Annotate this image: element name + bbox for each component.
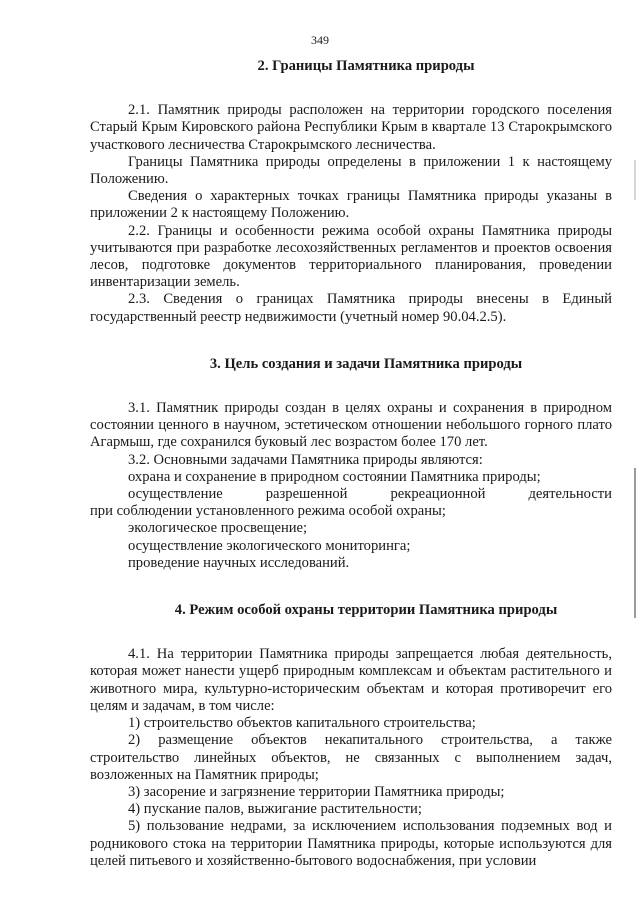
scan-edge-mark (634, 160, 636, 200)
section-heading: 4. Режим особой охраны территории Памятника природы (174, 602, 558, 619)
paragraph: Сведения о характерных точках границы Памятника природы указаны в приложении 2 к настоящему Положению. (90, 188, 612, 222)
paragraph: 2.3. Сведения о границах Памятника природы внесены в Единый государственный реестр недвижимости (учетный номер 90.04.2.5). (90, 291, 612, 325)
paragraph: 2.1. Памятник природы расположен на территории городского поселения Старый Крым Кировского района Республики Крым в квартале 13 Старокрымского участкового лесничества Старокрымского лесничества. (90, 102, 612, 153)
paragraph: 3) засорение и загрязнение территории Памятника природы; (128, 783, 505, 800)
page-number: 349 (311, 33, 329, 47)
paragraph: Границы Памятника природы определены в приложении 1 к настоящему Положению. (90, 153, 612, 188)
list-item-continuation: при соблюдении установленного режима особой охраны; (90, 503, 446, 520)
paragraph: 2) размещение объектов некапитального строительства, а также строительство линейных объектов, не связанных с выполнением задач, возложенных на Памятник природы; (90, 732, 612, 783)
document-body (90, 58, 612, 870)
section-heading: 2. Границы Памятника природы (257, 58, 475, 74)
list-item: осуществление разрешенной рекреационной деятельности (128, 486, 612, 503)
paragraph: 5) пользование недрами, за исключением использования подземных вод и родникового стока на территории Памятника природы, которые используются для целей питьевого и хозяйственно-бытового водоснабжения, при условии (90, 818, 612, 869)
list-item: осуществление экологического мониторинга; (128, 537, 411, 554)
paragraph: 2.2. Границы и особенности режима особой охраны Памятника природы учитываются при разработке лесохозяйственных регламентов и проектов освоения лесов, подготовке документов территориального планирования, проведении инвентаризации земель. (90, 222, 612, 291)
list-item: экологическое просвещение; (128, 520, 308, 537)
paragraph: 4.1. На территории Памятника природы запрещается любая деятельность, которая может нанести ущерб природным комплексам и объектам растительного и животного мира, культурно-историческим объектам и которая противоречит его целям и задачам, в том числе: (90, 646, 612, 714)
paragraph: 1) строительство объектов капитального строительства; (128, 715, 476, 732)
paragraph: 3.1. Памятник природы создан в целях охраны и сохранения в природном состоянии ценного в научном, эстетическом отношении небольшого горного плато Агармыш, где сохранился буковый лес возрастом более 170 лет. (90, 400, 612, 451)
list-item: проведение научных исследований. (128, 554, 350, 571)
section-heading: 3. Цель создания и задачи Памятника природы (209, 355, 523, 372)
paragraph: 4) пускание палов, выжигание растительности; (128, 801, 422, 818)
paragraph: 3.2. Основными задачами Памятника природы являются: (128, 451, 483, 468)
list-item: охрана и сохранение в природном состоянии Памятника природы; (128, 468, 541, 485)
scan-edge-mark (634, 468, 636, 618)
